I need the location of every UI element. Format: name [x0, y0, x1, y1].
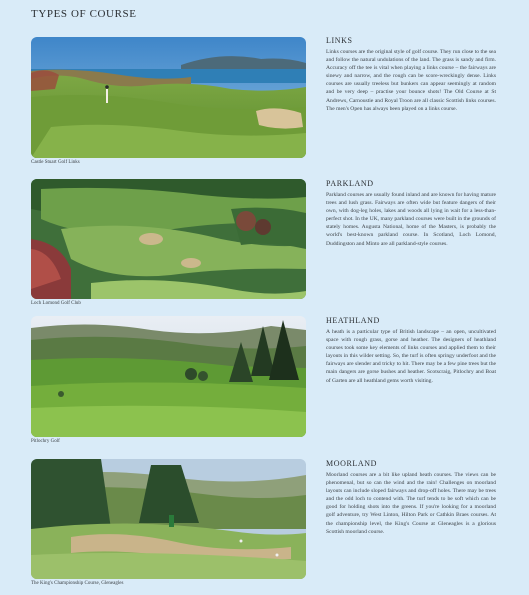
- body-heathland: A heath is a particular type of British landscape – an open, uncultivated space with rough grass, gorse and heather. The designers of heathland courses took some key elements of links courses and applied them to their layouts in this wilder setting. So, the turf is often springy underfoot and the fairways are slender and tricky to hit. There may be a few pine trees but the main dangers are gorse bushes and heather. Scotscraig, Pitlochry and Boat of Garten are all heathland gems worth visiting.: [326, 329, 496, 384]
- heading-moorland: MOORLAND: [326, 459, 378, 468]
- caption-moorland: The King's Championship Course, Gleneagles: [31, 581, 124, 586]
- photo-links: [31, 37, 306, 158]
- heading-parkland: PARKLAND: [326, 179, 374, 188]
- body-moorland: Moorland courses are a bit like upland heath courses. The views can be phenomenal, but so can the wind and the rain! Challenges on moorland layouts can include sloped fairways and drop-off holes. There may be trees and the odd loch to contend with. The turf tends to be soft which can be good for holding shots into the greens. If you're looking for a moorland golf adventure, try West Linton, Hilton Park or Cathkin Braes courses. At the championship level, the King's Course at Gleneagles is a glorious Scottish moorland course.: [326, 472, 496, 535]
- caption-parkland: Loch Lomond Golf Club: [31, 301, 81, 306]
- caption-links: Castle Stuart Golf Links: [31, 160, 80, 165]
- heathland-course-photo: [31, 316, 306, 437]
- parkland-course-photo: [31, 179, 306, 299]
- moorland-course-photo: [31, 459, 306, 579]
- body-links: Links courses are the original style of golf course. They run close to the sea and follow the natural undulations of the land. The grass is sandy and firm. Accuracy off the tee is vital when playing a links course – the fairways are sinewy and narrow, and the rough can be score-wreckingly dense. Links courses are usually treeless but bunkers can appear seemingly at random and be very deep – practise your bounce shots! The Old Course at St Andrews, Carnoustie and Royal Troon are all classic Scottish links courses. The men's Open has always been played on a links course.: [326, 49, 496, 112]
- heading-heathland: HEATHLAND: [326, 316, 380, 325]
- photo-parkland: [31, 179, 306, 299]
- heading-links: LINKS: [326, 36, 353, 45]
- body-parkland: Parkland courses are usually found inland and are known for having mature trees and lush grass. Fairways are often wide but feature dangers of their own, with dog-leg holes, lakes and woods all lying in wait for a less-than-perfect shot. In the UK, many parkland courses were built in the grounds of stately homes. Augusta National, home of the Masters, is probably the world's best-known parkland course. In Scotland, Loch Lomond, Duddingston and Minto are all parkland-style courses.: [326, 192, 496, 247]
- links-course-photo: [31, 37, 306, 158]
- photo-moorland: [31, 459, 306, 579]
- caption-heathland: Pitlochry Golf: [31, 439, 60, 444]
- photo-heathland: [31, 316, 306, 437]
- page-title: TYPES OF COURSE: [31, 8, 137, 20]
